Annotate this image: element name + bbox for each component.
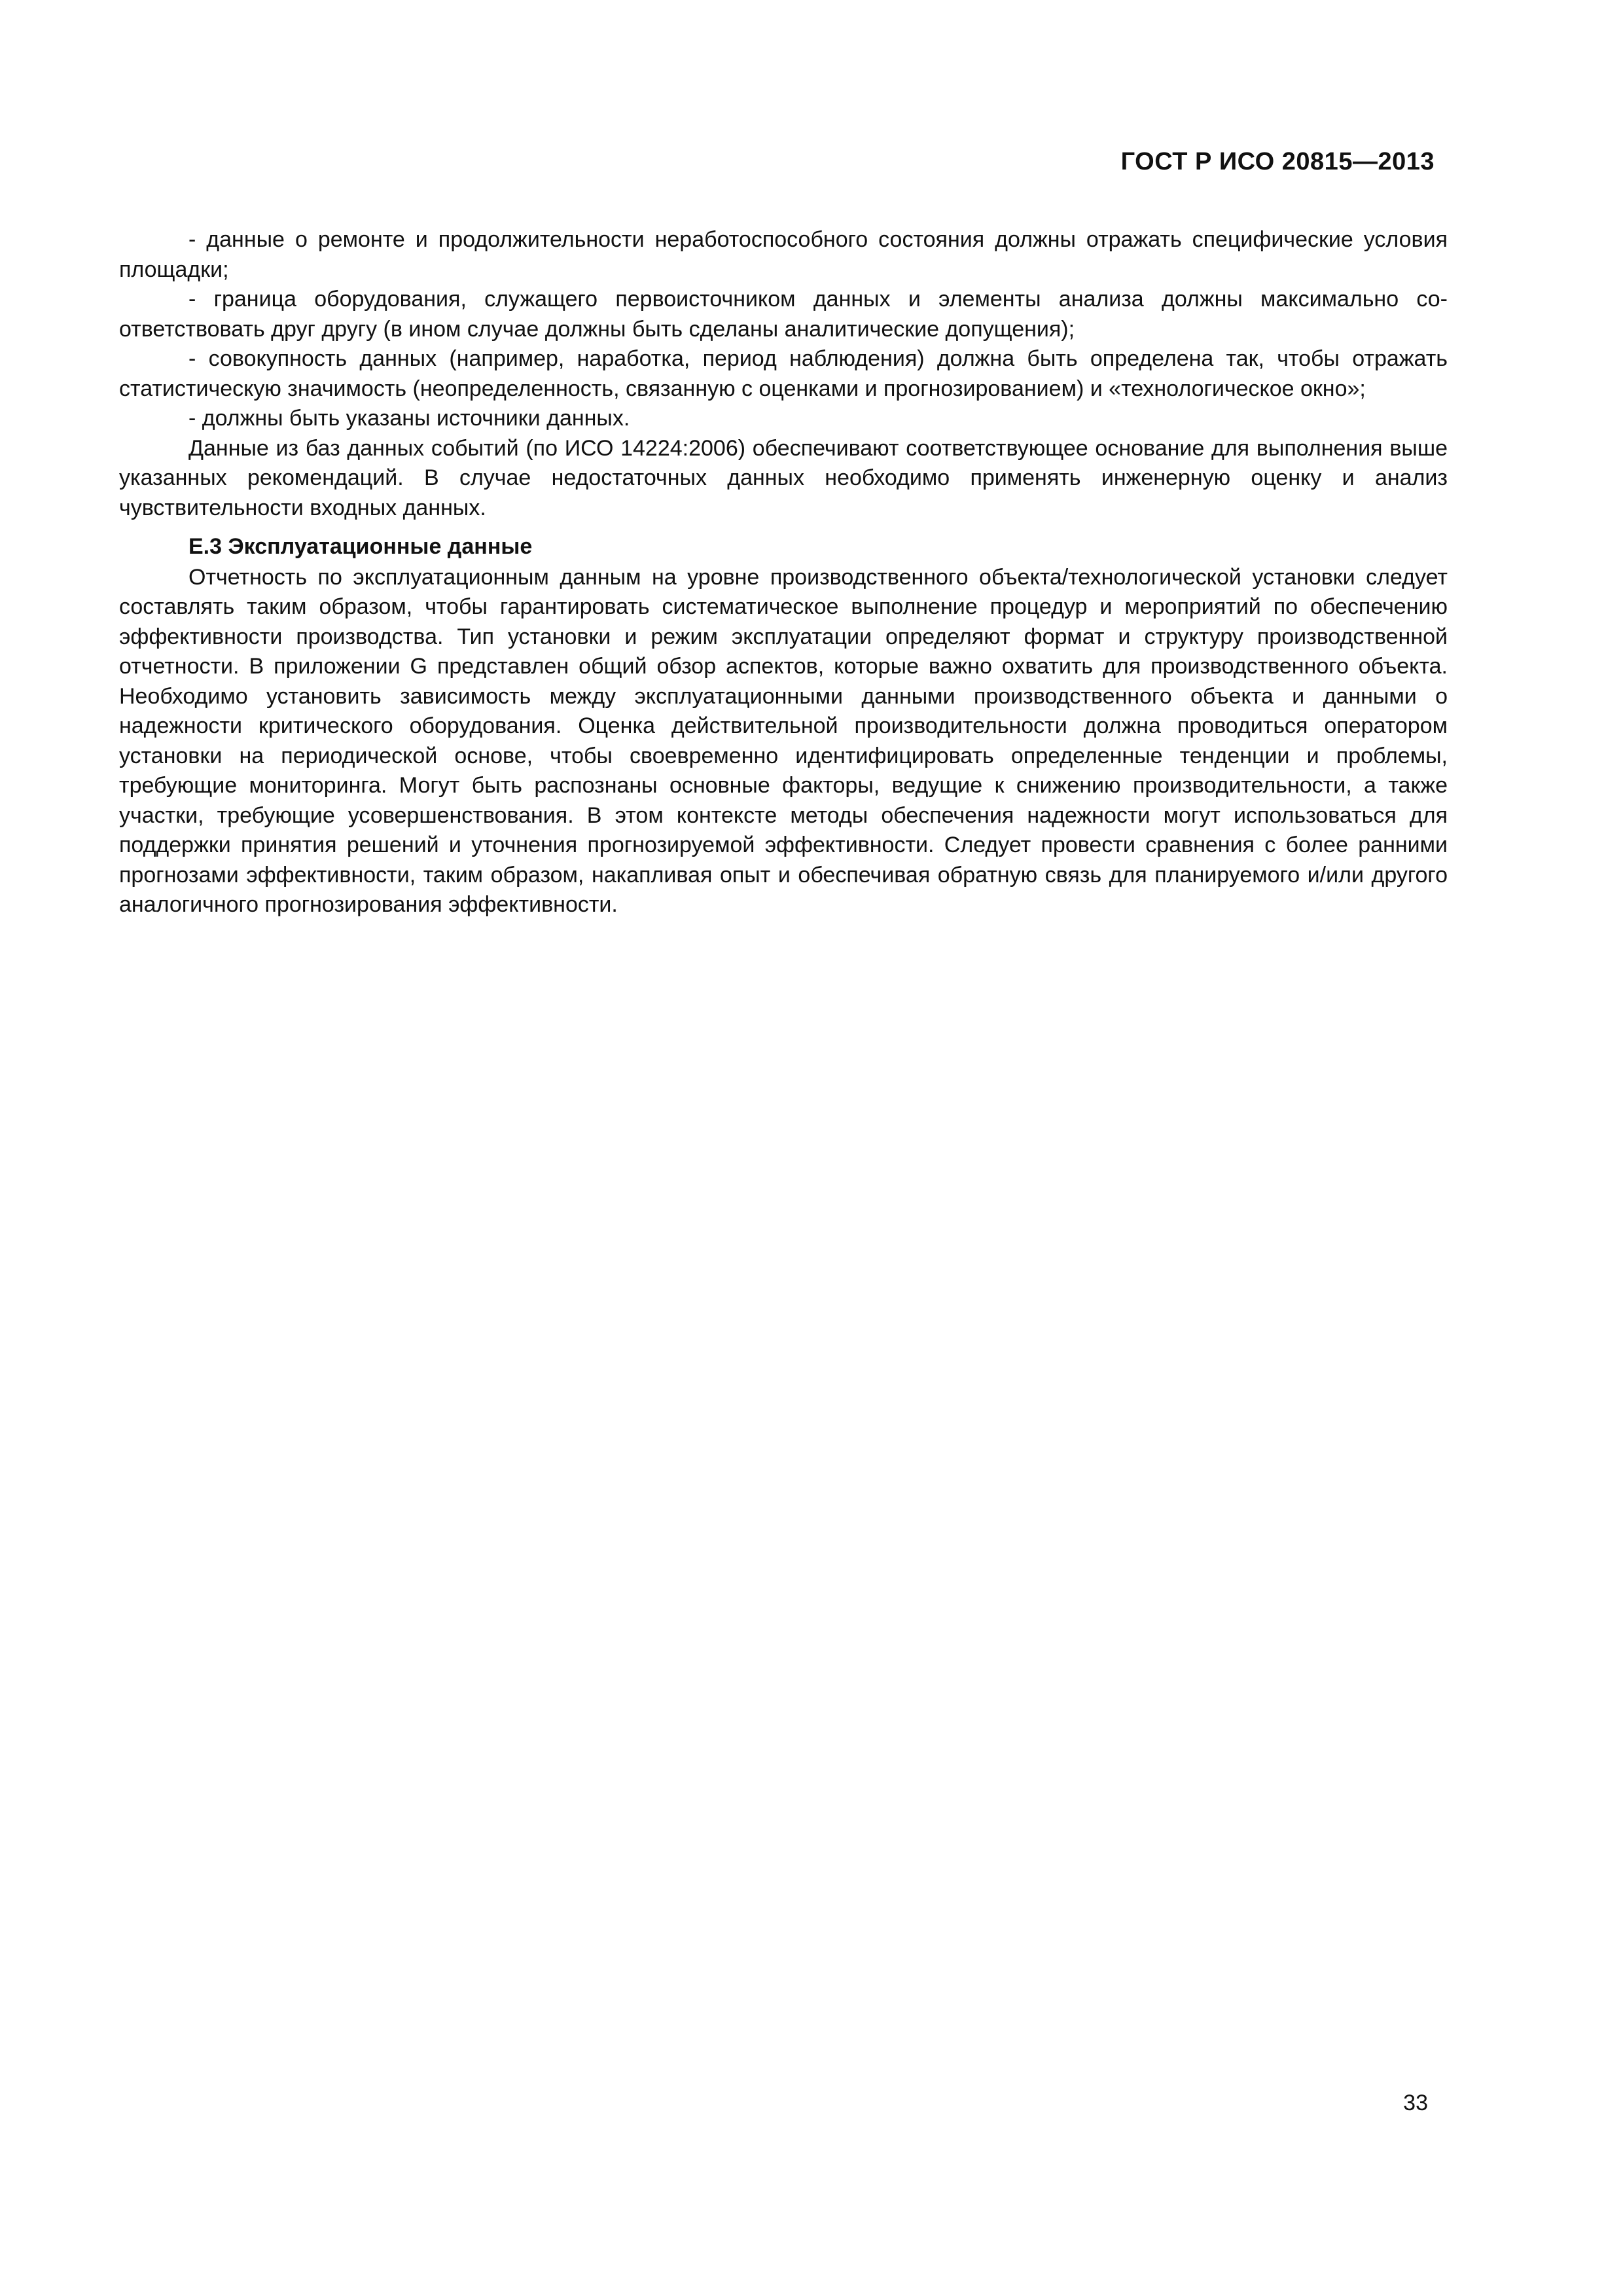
list-item-data-aggregate: - совокупность данных (например, наработка, период наблюдения) должна быть определена так, чтобы отражать статистическую значимость (неопределенность, связанную с оценками и прогнозированием) и «технологическое окно»; xyxy=(119,346,1448,401)
section-paragraph: Отчетность по эксплуатационным данным на уровне производственного объекта/технологической установки следует составлять таким образом, чтобы гарантировать систематическое выполнение процедур и мероприятий по обеспечению эффективности производства. Тип установки и режим эксплуатации определяют формат и структуру производственной отчетности. В приложении G представлен общий обзор аспектов, которые важно охватить для производственного объекта. Необходимо установить зависимость между эксплуатационными данными производственного объекта и данными о надежности критического оборудования. Оценка действительной производительности должна проводиться оператором установки на периодической основе, чтобы своевременно идентифицировать определенные тенденции и проблемы, требующие мониторинга. Могут быть распознаны основные факторы, ведущие к снижению производительности, а также участки, требующие усовершенствования. В этом контексте методы обеспечения надежности могут использоваться для поддержки принятия решений и уточнения прогнозируемой эффективности. Следует провести сравнения с более ранними прогнозами эффективности, таким образом, накапливая опыт и обеспечивая обратную связь для планируемого и/или другого аналогичного прогнозирования эффективности. xyxy=(119,564,1448,917)
paragraph-event-databases: Данные из баз данных событий (по ИСО 14224:2006) обеспечивают соответствующее основание для выполнения выше указанных рекомендаций. В случае недостаточных данных необходимо применять инженерную оценку и анализ чувствительности входных данных. xyxy=(119,435,1448,520)
document-header: ГОСТ Р ИСО 20815—2013 xyxy=(1120,148,1435,175)
page-number: 33 xyxy=(1403,2090,1428,2115)
list-item-data-sources: - должны быть указаны источники данных. xyxy=(188,406,630,431)
section-heading: Е.3 Эксплуатационные данные xyxy=(188,534,533,559)
document-body xyxy=(119,225,1448,920)
list-item-repair-data: - данные о ремонте и продолжительности неработоспособного состояния должны отражать специфические условия площадки; xyxy=(119,227,1448,282)
list-item-equipment-boundary: - граница оборудования, служащего первоисточником данных и элементы анализа должны максимально соответствовать друг другу (в ином случае должны быть сделаны аналитические допущения); xyxy=(119,287,1448,342)
